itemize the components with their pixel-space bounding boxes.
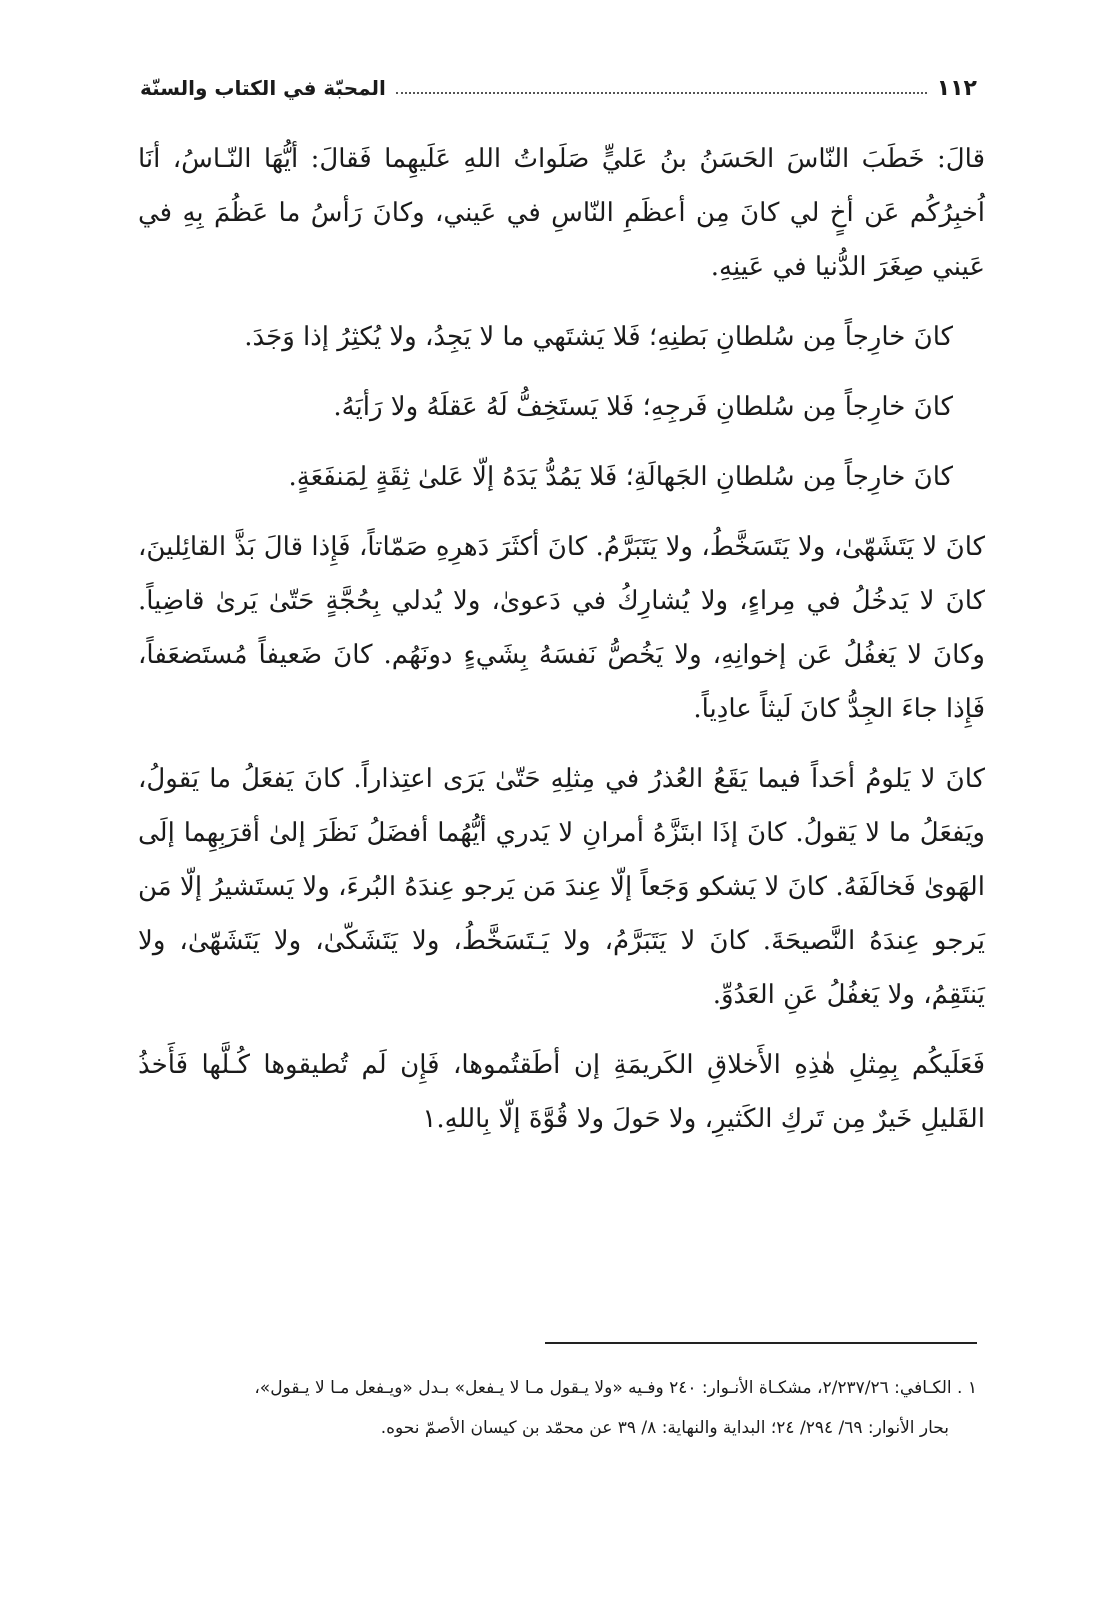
main-text — [138, 132, 985, 1162]
page-number: ١١٢ — [936, 75, 977, 101]
header-dotted-leader — [396, 82, 927, 94]
footnote-separator — [545, 1342, 977, 1344]
running-header — [140, 68, 977, 108]
paragraph-traits: كانَ لا يَتَشَهّىٰ، ولا يَتَسَخَّطُ، ولا يَتَبَرَّمُ. كانَ أكثَرَ دَهرِهِ صَمّاتاً، فَإِذا قالَ بَذَّ القائِلينَ، كانَ لا يَدخُلُ في مِراءٍ، ولا يُشارِكُ في دَعوىٰ، ولا يُدلي بِحُجَّةٍ حَتّىٰ يَرىٰ قاضِياً. وكانَ لا يَغفُلُ عَن إخوانِهِ، ولا يَخُصُّ نَفسَهُ بِشَيءٍ دونَهُم. كانَ ضَعيفاً مُستَضعَفاً، فَإِذا جاءَ الجِدُّ كانَ لَيثاً عادِياً. — [138, 532, 985, 724]
paragraph-conduct: كانَ لا يَلومُ أحَداً فيما يَقَعُ العُذرُ في مِثلِهِ حَتّىٰ يَرَى اعتِذاراً. كانَ يَفعَلُ ما يَقولُ، ويَفعَلُ ما لا يَقولُ. كانَ إذَا ابتَزَّهُ أمرانِ لا يَدري أيُّهُما أفضَلُ نَظَرَ إلىٰ أقرَبِهِما إلَى الهَوىٰ فَخالَفَهُ. كانَ لا يَشكو وَجَعاً إلّا عِندَ مَن يَرجو عِندَهُ البُرءَ، ولا يَستَشيرُ إلّا مَن يَرجو عِندَهُ النَّصيحَةَ. كانَ لا يَتَبَرَّمُ، ولا يَـتَسَخَّطُ، ولا يَتَشَكّىٰ، ولا يَتَشَهّىٰ، ولا يَنتَقِمُ، ولا يَغفُلُ عَنِ العَدُوِّ. — [138, 764, 985, 1010]
paragraph-conclusion: فَعَلَيكُم بِمِثلِ هٰذِهِ الأَخلاقِ الكَريمَةِ إن أطَقتُموها، فَإِن لَم تُطيقوها كُـلَّها فَأَخذُ القَليلِ خَيرٌ مِن تَركِ الكَثيرِ، ولا حَولَ ولا قُوَّةَ إلّا بِاللهِ.١ — [138, 1050, 985, 1134]
paragraph-intro: قالَ: خَطَبَ النّاسَ الحَسَنُ بنُ عَليٍّ صَلَواتُ اللهِ عَلَيهِما فَقالَ: أيُّهَا النّـاسُ، أنَا اُخبِرُكُم عَن أخٍ لي كانَ مِن أعظَمِ النّاسِ في عَيني، وكانَ رَأسُ ما عَظُمَ بِهِ في عَيني صِغَرَ الدُّنيا في عَينِهِ. — [138, 144, 985, 282]
paragraph-ignorance: كانَ خارِجاً مِن سُلطانِ الجَهالَةِ؛ فَلا يَمُدُّ يَدَهُ إلّا عَلىٰ ثِقَةٍ لِمَنفَعَةٍ. — [288, 462, 953, 492]
footnote-line-2: بحار الأنوار: ٦٩/ ٢٩٤/ ٢٤؛ البداية والنهاية: ٨/ ٣٩ عن محمّد بن كيسان الأصمّ نحوه. — [380, 1418, 949, 1438]
paragraph-stomach: كانَ خارِجاً مِن سُلطانِ بَطنِهِ؛ فَلا يَشتَهي ما لا يَجِدُ، ولا يُكثِرُ إذا وَجَدَ. — [244, 322, 953, 352]
footnote-line-1: ١ . الكـافي: ٢/٢٣٧/٢٦، مشكـاة الأنـوار: ٢٤٠ وفـيه «ولا يـقول مـا لا يـفعل» بـدل «ويـفعل مـا لا يـقول»، — [254, 1378, 977, 1398]
footnotes — [118, 1368, 977, 1448]
paragraph-desire: كانَ خارِجاً مِن سُلطانِ فَرجِهِ؛ فَلا يَستَخِفُّ لَهُ عَقلَهُ ولا رَأيَهُ. — [333, 392, 953, 422]
running-title: المحبّة في الكتاب والسنّة — [140, 76, 386, 100]
